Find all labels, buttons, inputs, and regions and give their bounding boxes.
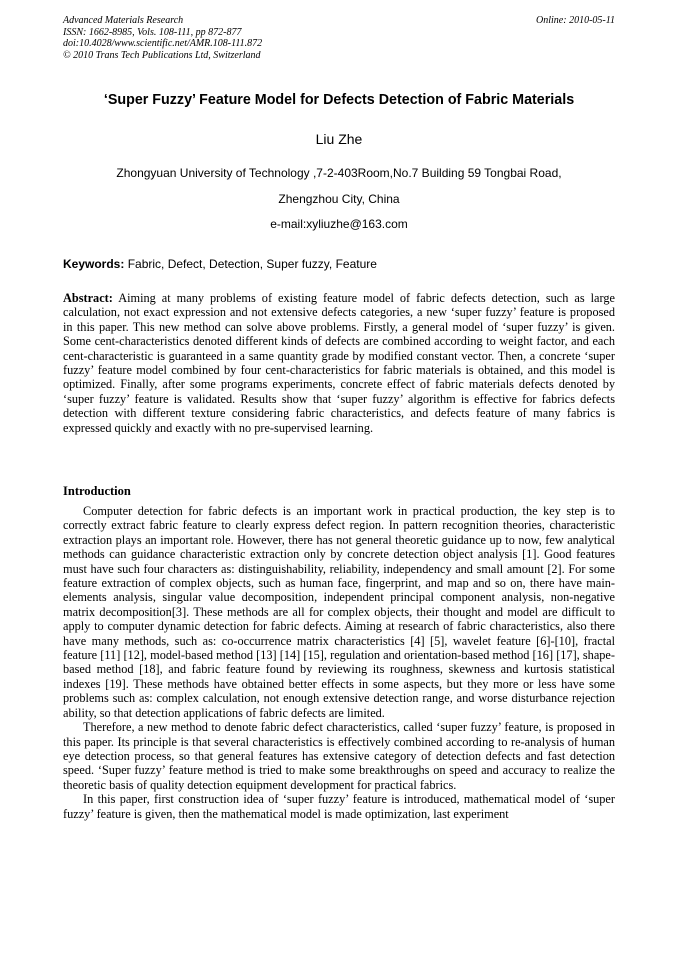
abstract-label: Abstract:	[63, 291, 113, 305]
journal-name: Advanced Materials Research	[63, 15, 184, 26]
online-date: Online: 2010-05-11	[536, 15, 615, 26]
author-name: Liu Zhe	[315, 131, 363, 147]
intro-paragraph: In this paper, first construction idea of ‘super fuzzy’ feature is introduced, mathematical model of ‘super fuzzy’ feature is given, then the mathematical model is made optimization, last experiment	[63, 792, 615, 821]
paper-title: ‘Super Fuzzy’ Feature Model for Defects Detection of Fabric Materials	[103, 92, 575, 108]
affiliation-line-1: Zhongyuan University of Technology ,7-2-403Room,No.7 Building 59 Tongbai Road,	[116, 166, 562, 180]
abstract-text: Aiming at many problems of existing feature model of fabric defects detection, such as large calculation, not exact expression and not extensive defects categories, a new ‘super fuzzy’ feature is proposed in this paper. This new method can solve above problems. Firstly, a general model of ‘super fuzzy’ is given. Some cent-characteristics denoted different kinds of defects are combined according to weight factor, and each cent-characteristic is guaranteed in a same quantity grade by modified constant vector. Then, a concrete ‘super fuzzy’ feature model combined by four cent-characteristics for fabric materials is obtained, and this model is optimized. Finally, after some programs experiments, concrete effect of fabric materials defects denoted by ‘super fuzzy’ feature is validated. Results show that ‘super fuzzy’ algorithm is effective for fabrics defects detection with different texture considering fabric characteristics, and defects feature of many fabrics is expressed quickly and exactly with no pre-supervised learning.	[63, 291, 615, 435]
affiliation-line-2: Zhengzhou City, China	[278, 192, 400, 206]
journal-header	[63, 15, 615, 61]
keywords	[63, 257, 615, 271]
keywords-label: Keywords:	[63, 257, 125, 271]
keywords-text: Fabric, Defect, Detection, Super fuzzy, Feature	[127, 257, 377, 271]
copyright-line: © 2010 Trans Tech Publications Ltd, Switzerland	[63, 49, 261, 61]
author-email: e-mail:xyliuzhe@163.com	[270, 217, 408, 231]
abstract	[63, 291, 615, 435]
issn-line: ISSN: 1662-8985, Vols. 108-111, pp 872-877	[63, 26, 242, 38]
introduction-heading: Introduction	[63, 484, 131, 498]
introduction-body	[63, 504, 615, 821]
doi-line: doi:10.4028/www.scientific.net/AMR.108-111.872	[63, 38, 263, 49]
intro-paragraph: Computer detection for fabric defects is an important work in practical production, the key step is to correctly extract fabric feature to clearly express defect region. In pattern recognition theories, characteristic extraction plays an important role. However, there has not general theoretic guidance up to now, few analytical methods can guidance characteristic extraction only by concrete detection object analysis [1]. Good features must have such four characters as: distinguishability, reliability, independency and small amount [2]. For some feature extraction of complex objects, such as human face, fingerprint, and map and so on, there have main-elements analysis, singular value decomposition, independent principal component analysis, non-negative matrix decomposition[3]. These methods are all for complex objects, their thought and model are difficult to apply to computer dynamic detection for fabric defects. Aiming at research of fabric characteristics, also there have many methods, such as: co-occurrence matrix characteristics [4] [5], wavelet feature [6]-[10], fractal feature [11] [12], model-based method [13] [14] [15], regulation and orientation-based method [16] [17], shape-based method [18], and fabric feature found by reviewing its roughness, skewness and kurtosis statistical indexes [19]. These methods have obtained better effects in some aspects, but they more or less have some problems such as: complex calculation, not enough extensive detection range, and worse disturbance rejection ability, so that detection applications of fabric defects are limited.	[63, 504, 615, 720]
intro-paragraph: Therefore, a new method to denote fabric defect characteristics, called ‘super fuzzy’ feature, is proposed in this paper. Its principle is that several characteristics is effectively combined according to re-analysis of human eye detection process, so that general features has extensive category of detection defects and fast detection speed. ‘Super fuzzy’ feature method is tried to make some breakthroughs on speed and accuracy to realize the theoretic basis of quality detection equipment development for practical fabrics.	[63, 720, 615, 792]
